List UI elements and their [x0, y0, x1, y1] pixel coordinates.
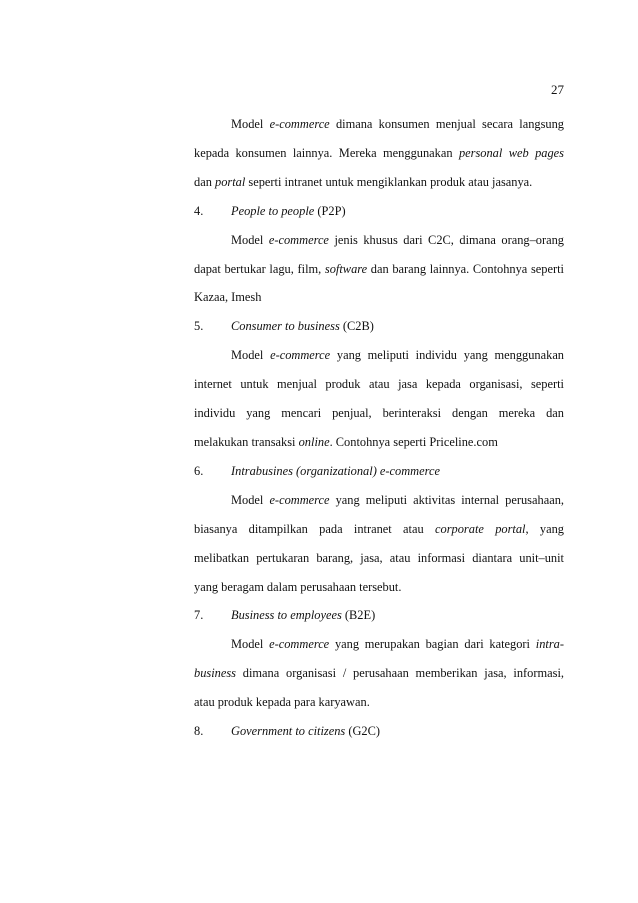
list-item-heading — [194, 601, 564, 630]
list-number: 5. — [194, 319, 204, 334]
italic-term: Intrabusines (organizational) e-commerce — [231, 463, 440, 478]
text-segment: (G2C) — [345, 724, 381, 739]
italic-term: personal web pages — [458, 145, 564, 160]
text-segment: (C2B) — [339, 319, 374, 334]
text-segment: seperti intranet untuk mengiklankan produk atau jasanya. — [245, 174, 533, 189]
text-segment: . Contohnya seperti Priceline.com — [329, 434, 498, 449]
text-segment: yang beragam dalam perusahaan tersebut. — [194, 579, 402, 594]
paragraph-line — [194, 168, 564, 197]
text-segment: melakukan transaksi — [194, 434, 299, 449]
italic-term: e-commerce — [269, 637, 330, 652]
list-number: 7. — [194, 608, 204, 623]
text-segment: Model — [231, 232, 269, 247]
paragraph-line — [194, 659, 564, 688]
italic-term: business — [194, 666, 236, 681]
text-segment: (P2P) — [314, 203, 346, 218]
text-segment: individu yang mencari penjual, berinteraksi dengan mereka dan — [194, 406, 564, 421]
text-segment: dimana konsumen menjual secara langsung — [329, 117, 564, 131]
list-heading-text — [231, 601, 375, 630]
paragraph-line — [194, 110, 564, 139]
text-segment: Model — [231, 117, 270, 131]
paragraph-line — [194, 688, 564, 717]
list-number: 8. — [194, 724, 204, 739]
text-segment: jenis khusus dari C2C, dimana orang–orang — [328, 232, 564, 247]
italic-term: e-commerce — [269, 117, 330, 131]
paragraph-line — [194, 283, 564, 312]
paragraph-line — [194, 399, 564, 428]
text-segment: Model — [231, 348, 271, 363]
text-segment: dimana organisasi / perusahaan memberikan jasa, informasi, — [236, 666, 564, 681]
list-item-heading — [194, 197, 564, 226]
text-segment: dapat bertukar lagu, film, — [194, 261, 325, 276]
text-segment: atau produk kepada para karyawan. — [194, 695, 370, 710]
italic-term: intra- — [535, 637, 564, 652]
list-number: 6. — [194, 463, 204, 478]
italic-term: Business to employees — [231, 608, 342, 623]
text-segment: biasanya ditampilkan pada intranet atau — [194, 521, 436, 536]
list-heading-text — [231, 197, 346, 226]
text-segment: yang meliputi aktivitas internal perusahaan, — [329, 492, 564, 507]
text-segment: dan barang lainnya. Contohnya seperti — [367, 261, 564, 276]
italic-term: online — [298, 434, 330, 449]
italic-term: e-commerce — [270, 348, 331, 363]
italic-term: Government to citizens — [231, 724, 346, 739]
text-segment: Model — [231, 637, 270, 652]
italic-term: Consumer to business — [231, 319, 340, 334]
text-segment: (B2E) — [341, 608, 376, 623]
paragraph-line — [194, 544, 564, 573]
italic-term: e-commerce — [269, 492, 330, 507]
paragraph-line — [194, 139, 564, 168]
text-segment: yang merupakan bagian dari kategori — [329, 637, 536, 652]
text-segment: melibatkan pertukaran barang, jasa, atau informasi diantara unit–unit — [194, 550, 564, 565]
text-segment: Model — [231, 492, 270, 507]
text-segment: yang meliputi individu yang menggunakan — [330, 348, 565, 363]
italic-term: software — [324, 261, 368, 276]
list-number: 4. — [194, 203, 204, 218]
list-item-heading — [194, 717, 564, 746]
paragraph-line — [194, 515, 564, 544]
italic-term: corporate portal — [435, 521, 526, 536]
text-segment: , yang — [525, 521, 565, 536]
text-segment: kepada konsumen lainnya. Mereka menggunakan — [194, 145, 459, 160]
paragraph-line — [194, 370, 564, 399]
paragraph-line — [194, 341, 564, 370]
text-segment: internet untuk menjual produk atau jasa kepada organisasi, seperti — [194, 377, 564, 392]
page-number: 27 — [551, 82, 564, 97]
paragraph-line — [194, 428, 564, 457]
list-heading-text — [231, 457, 440, 486]
text-segment: Kazaa, Imesh — [194, 290, 262, 305]
italic-term: e-commerce — [268, 232, 329, 247]
list-item-heading — [194, 312, 564, 341]
list-heading-text — [231, 312, 374, 341]
italic-term: portal — [215, 174, 246, 189]
paragraph-line — [194, 486, 564, 515]
text-segment: dan — [194, 174, 215, 189]
paragraph-line — [194, 630, 564, 659]
list-heading-text — [231, 717, 380, 746]
list-item-heading — [194, 457, 564, 486]
italic-term: People to people — [231, 203, 315, 218]
paragraph-line — [194, 255, 564, 284]
paragraph-line — [194, 573, 564, 602]
body-text — [194, 110, 564, 746]
paragraph-line — [194, 226, 564, 255]
